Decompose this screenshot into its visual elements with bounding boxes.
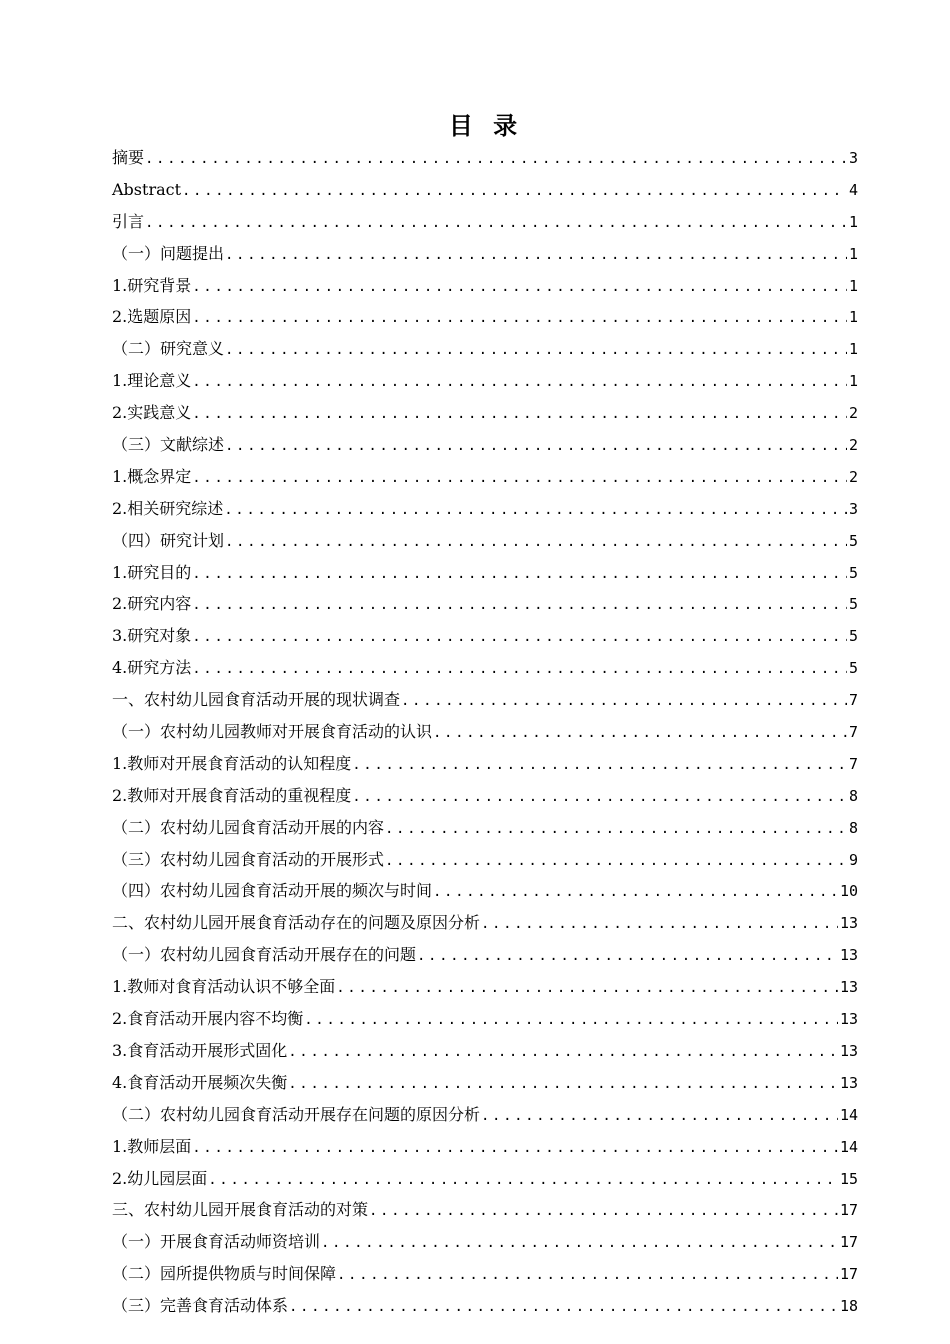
toc-entry-label: 2.幼儿园层面 [112, 1168, 208, 1188]
toc-dot-leader [337, 1260, 838, 1292]
toc-entry-page-number: 5 [848, 595, 858, 614]
toc-entry-label: 1.教师对开展食育活动的认知程度 [112, 753, 352, 773]
toc-list [112, 142, 858, 1322]
toc-entry-page-number: 13 [839, 978, 858, 997]
toc-dot-leader [192, 559, 847, 591]
toc-entry-page-number: 8 [848, 818, 858, 837]
toc-entry-page-number: 13 [839, 1073, 858, 1092]
toc-entry-label: 1.教师对食育活动认识不够全面 [112, 977, 336, 997]
toc-entry[interactable] [112, 1290, 858, 1322]
toc-dot-leader [208, 1165, 838, 1197]
toc-entry-label: 2.教师对开展食育活动的重视程度 [112, 785, 352, 805]
toc-entry[interactable] [112, 907, 858, 939]
toc-dot-leader [336, 973, 838, 1005]
toc-entry-label: （三）农村幼儿园食育活动的开展形式 [112, 849, 385, 869]
toc-entry-page-number: 13 [839, 1010, 858, 1029]
toc-entry-label: （四）农村幼儿园食育活动开展的频次与时间 [112, 881, 433, 901]
toc-dot-leader [192, 399, 847, 431]
toc-dot-leader [385, 846, 847, 878]
toc-entry-label: （四）研究计划 [112, 530, 225, 550]
toc-dot-leader [145, 208, 847, 240]
toc-entry-page-number: 3 [848, 499, 858, 518]
toc-dot-leader [481, 1101, 838, 1133]
toc-entry-label: 3.食育活动开展形式固化 [112, 1040, 288, 1060]
toc-dot-leader [192, 272, 847, 304]
toc-entry-label: （一）农村幼儿园食育活动开展存在的问题 [112, 945, 417, 965]
toc-entry[interactable] [112, 1035, 858, 1067]
toc-dot-leader [225, 335, 847, 367]
toc-dot-leader [481, 909, 838, 941]
toc-dot-leader [192, 590, 847, 622]
toc-entry[interactable] [112, 588, 858, 620]
toc-entry-page-number: 18 [839, 1297, 858, 1316]
toc-entry-page-number: 13 [839, 946, 858, 965]
toc-entry-label: 引言 [112, 211, 145, 231]
toc-entry[interactable] [112, 525, 858, 557]
toc-entry[interactable] [112, 971, 858, 1003]
toc-entry-page-number: 2 [848, 404, 858, 423]
toc-entry-page-number: 1 [848, 372, 858, 391]
toc-entry-page-number: 4 [848, 180, 858, 199]
toc-entry-label: （二）研究意义 [112, 339, 225, 359]
toc-entry-label: 2.食育活动开展内容不均衡 [112, 1009, 304, 1029]
toc-entry[interactable] [112, 1099, 858, 1131]
toc-entry-page-number: 3 [848, 149, 858, 167]
toc-entry[interactable] [112, 1258, 858, 1290]
toc-entry-label: （二）农村幼儿园食育活动开展存在问题的原因分析 [112, 1104, 481, 1124]
toc-entry-label: Abstract [112, 179, 182, 199]
toc-dot-leader [288, 1037, 838, 1069]
toc-entry-page-number: 9 [848, 850, 858, 869]
toc-entry-page-number: 17 [839, 1201, 858, 1220]
toc-entry-page-number: 14 [839, 1105, 858, 1124]
toc-entry-label: 2.选题原因 [112, 307, 192, 327]
toc-entry[interactable] [112, 397, 858, 429]
toc-entry-label: 二、农村幼儿园开展食育活动存在的问题及原因分析 [112, 913, 481, 933]
toc-entry-page-number: 7 [848, 754, 858, 773]
toc-dot-leader [352, 750, 847, 782]
toc-entry[interactable] [112, 461, 858, 493]
toc-entry[interactable] [112, 1226, 858, 1258]
toc-entry-label: （三）文献综述 [112, 435, 225, 455]
toc-entry[interactable] [112, 844, 858, 876]
toc-entry-label: 3.研究对象 [112, 626, 192, 646]
toc-entry[interactable] [112, 875, 858, 907]
toc-entry[interactable] [112, 748, 858, 780]
toc-dot-leader [225, 527, 847, 559]
toc-entry[interactable] [112, 333, 858, 365]
toc-entry[interactable] [112, 812, 858, 844]
toc-dot-leader [224, 495, 847, 527]
toc-entry-page-number: 5 [848, 531, 858, 550]
toc-entry-page-number: 5 [848, 627, 858, 646]
toc-entry-label: 4.研究方法 [112, 658, 192, 678]
toc-entry-label: 1.研究背景 [112, 275, 192, 295]
toc-dot-leader [433, 718, 847, 750]
toc-entry[interactable] [112, 557, 858, 589]
toc-entry-page-number: 1 [848, 340, 858, 359]
toc-entry-page-number: 1 [848, 276, 858, 295]
toc-dot-leader [225, 240, 847, 272]
toc-entry[interactable] [112, 684, 858, 716]
toc-entry-label: 一、农村幼儿园食育活动开展的现状调查 [112, 690, 401, 710]
toc-dot-leader [288, 1069, 838, 1101]
toc-entry-page-number: 17 [839, 1233, 858, 1252]
toc-entry-label: （一）农村幼儿园教师对开展食育活动的认识 [112, 722, 433, 742]
toc-dot-leader [321, 1228, 838, 1260]
toc-entry[interactable] [112, 206, 858, 238]
toc-dot-leader [192, 367, 847, 399]
toc-entry[interactable] [112, 493, 858, 525]
toc-dot-leader [225, 431, 847, 463]
toc-entry-page-number: 5 [848, 659, 858, 678]
toc-dot-leader [385, 814, 847, 846]
toc-entry[interactable] [112, 429, 858, 461]
toc-entry[interactable] [112, 270, 858, 302]
toc-entry-label: 2.研究内容 [112, 594, 192, 614]
toc-title: 目 录 [448, 112, 524, 140]
toc-entry-label: （一）开展食育活动师资培训 [112, 1232, 321, 1252]
toc-entry[interactable] [112, 652, 858, 684]
toc-dot-leader [304, 1005, 838, 1037]
toc-dot-leader [182, 176, 847, 208]
toc-entry[interactable] [112, 238, 858, 270]
toc-entry[interactable] [112, 174, 858, 206]
toc-entry[interactable] [112, 1131, 858, 1163]
toc-entry-label: 4.食育活动开展频次失衡 [112, 1072, 288, 1092]
toc-entry-page-number: 8 [848, 786, 858, 805]
toc-entry-page-number: 2 [848, 467, 858, 486]
toc-entry-page-number: 1 [848, 244, 858, 263]
toc-entry-page-number: 1 [848, 212, 858, 231]
toc-entry-label: （二）农村幼儿园食育活动开展的内容 [112, 817, 385, 837]
toc-entry-page-number: 13 [839, 914, 858, 933]
toc-dot-leader [352, 782, 847, 814]
toc-entry[interactable] [112, 716, 858, 748]
toc-dot-leader [192, 654, 847, 686]
toc-entry-page-number: 14 [839, 1137, 858, 1156]
toc-entry-label: （二）园所提供物质与时间保障 [112, 1264, 337, 1284]
toc-entry[interactable] [112, 1194, 858, 1226]
toc-entry[interactable] [112, 780, 858, 812]
toc-entry-page-number: 1 [848, 308, 858, 327]
toc-entry-label: （一）问题提出 [112, 243, 225, 263]
toc-entry-page-number: 2 [848, 436, 858, 455]
toc-entry[interactable] [112, 365, 858, 397]
toc-dot-leader [369, 1196, 838, 1228]
toc-dot-leader [145, 144, 847, 176]
toc-entry[interactable] [112, 939, 858, 971]
toc-entry-label: 1.理论意义 [112, 371, 192, 391]
toc-dot-leader [417, 941, 838, 973]
toc-entry-page-number: 17 [839, 1265, 858, 1284]
toc-entry-page-number: 5 [848, 563, 858, 582]
toc-dot-leader [433, 877, 838, 909]
toc-entry-label: 1.教师层面 [112, 1136, 192, 1156]
toc-dot-leader [192, 303, 847, 335]
toc-entry-label: 1.研究目的 [112, 562, 192, 582]
toc-entry[interactable] [112, 1163, 858, 1195]
toc-dot-leader [401, 686, 847, 718]
toc-entry-label: 1.概念界定 [112, 466, 192, 486]
toc-dot-leader [192, 622, 847, 654]
toc-entry-page-number: 13 [839, 1041, 858, 1060]
toc-dot-leader [289, 1292, 838, 1324]
toc-entry-label: 2.实践意义 [112, 403, 192, 423]
toc-entry-label: 三、农村幼儿园开展食育活动的对策 [112, 1200, 369, 1220]
toc-entry-page-number: 7 [848, 723, 858, 742]
toc-entry[interactable] [112, 1003, 858, 1035]
toc-entry[interactable] [112, 620, 858, 652]
toc-dot-leader [192, 463, 847, 495]
toc-dot-leader [192, 1133, 838, 1165]
toc-entry[interactable] [112, 301, 858, 333]
toc-entry[interactable] [112, 1067, 858, 1099]
toc-entry-page-number: 7 [848, 691, 858, 710]
toc-entry-label: 摘要 [112, 148, 145, 167]
toc-entry-page-number: 10 [839, 882, 858, 901]
toc-entry-label: （三）完善食育活动体系 [112, 1296, 289, 1316]
toc-entry-label: 2.相关研究综述 [112, 498, 224, 518]
toc-entry[interactable] [112, 142, 858, 174]
toc-entry-page-number: 15 [839, 1169, 858, 1188]
